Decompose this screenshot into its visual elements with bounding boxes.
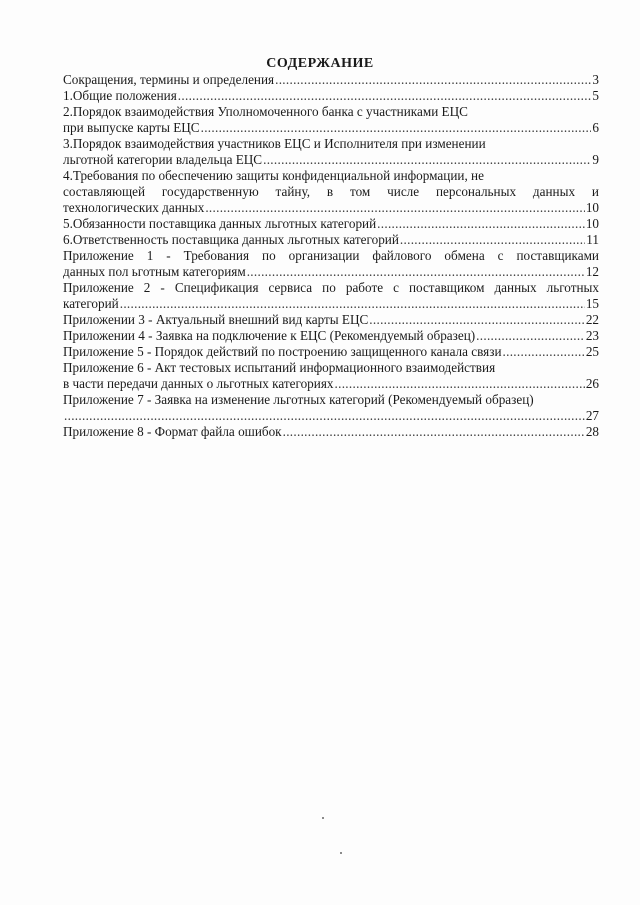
toc-entry-page: 26 <box>585 376 599 391</box>
toc-entry-page: 3 <box>592 72 599 87</box>
toc-entry[interactable] <box>63 344 599 360</box>
toc-entry-text: Сокращения, термины и определения <box>63 72 275 87</box>
table-of-contents <box>63 72 599 440</box>
toc-entry-text: Приложении 4 - Заявка на подключение к ЕЦС (Рекомендуемый образец) <box>63 328 476 343</box>
toc-entry-text: 3.Порядок взаимодействия участников ЕЦС и Исполнителя при изменении <box>63 136 486 151</box>
toc-entry[interactable] <box>63 328 599 344</box>
toc-entry-text: составляющей государственную тайну, в том числе персональных данных и <box>63 184 599 199</box>
toc-entry-text: Приложение 5 - Порядок действий по построению защищенного канала связи <box>63 344 502 359</box>
toc-entry[interactable] <box>63 232 599 248</box>
leader-dots <box>377 216 585 232</box>
toc-entry[interactable] <box>63 104 599 136</box>
toc-entry-page: 10 <box>585 200 599 215</box>
toc-entry[interactable] <box>63 88 599 104</box>
toc-entry-page: 11 <box>586 232 599 247</box>
toc-entry[interactable] <box>63 392 599 424</box>
toc-entry-page: 27 <box>585 408 599 423</box>
leader-dots <box>205 200 585 216</box>
leader-dots <box>335 376 585 392</box>
toc-entry[interactable] <box>63 424 599 440</box>
leader-dots <box>64 408 585 424</box>
toc-entry-text: Приложение 2 - Спецификация сервиса по работе с поставщиком данных льготных <box>63 280 599 295</box>
toc-entry-page: 22 <box>585 312 599 327</box>
toc-entry[interactable] <box>63 136 599 168</box>
leader-dots <box>369 312 585 328</box>
leader-dots <box>503 344 585 360</box>
scan-speck <box>322 817 324 819</box>
leader-dots <box>201 120 592 136</box>
toc-entry-page: 25 <box>585 344 599 359</box>
toc-entry-page: 6 <box>592 120 599 135</box>
toc-entry-text: 6.Ответственность поставщика данных льготных категорий <box>63 232 399 247</box>
leader-dots <box>400 232 585 248</box>
leader-dots <box>263 152 591 168</box>
toc-entry-page: 5 <box>592 88 599 103</box>
toc-entry-page: 23 <box>585 328 599 343</box>
toc-entry-text: в части передачи данных о льготных категориях <box>63 376 334 391</box>
toc-entry-text: 2.Порядок взаимодействия Уполномоченного банка с участниками ЕЦС <box>63 104 468 119</box>
leader-dots <box>178 88 592 104</box>
toc-entry[interactable] <box>63 248 599 280</box>
toc-entry-page: 9 <box>592 152 599 167</box>
toc-entry-text: Приложение 8 - Формат файла ошибок <box>63 424 282 439</box>
toc-entry-text: категорий <box>63 296 119 311</box>
toc-entry-text: 4.Требования по обеспечению защиты конфиденциальной информации, не <box>63 168 484 183</box>
toc-entry-text: льготной категории владельца ЕЦС <box>63 152 263 167</box>
toc-entry[interactable] <box>63 360 599 392</box>
toc-entry-text: технологических данных <box>63 200 205 215</box>
leader-dots <box>247 264 585 280</box>
toc-entry-text: Приложение 6 - Акт тестовых испытаний информационного взаимодействия <box>63 360 496 375</box>
toc-entry-text: Приложение 7 - Заявка на изменение льготных категорий (Рекомендуемый образец) <box>63 392 534 407</box>
toc-entry-page: 10 <box>585 216 599 231</box>
toc-entry[interactable] <box>63 280 599 312</box>
toc-entry-text: Приложении 3 - Актуальный внешний вид карты ЕЦС <box>63 312 369 327</box>
leader-dots <box>275 72 591 88</box>
toc-entry-text: при выпуске карты ЕЦС <box>63 120 200 135</box>
toc-entry-text: 1.Общие положения <box>63 88 177 103</box>
leader-dots <box>476 328 585 344</box>
toc-title: СОДЕРЖАНИЕ <box>266 56 374 71</box>
toc-entry-text: 5.Обязанности поставщика данных льготных категорий <box>63 216 377 231</box>
toc-entry-page: 12 <box>585 264 599 279</box>
toc-entry[interactable] <box>63 312 599 328</box>
toc-entry[interactable] <box>63 168 599 216</box>
toc-entry-text: данных пол ьготным категориям <box>63 264 246 279</box>
leader-dots <box>283 424 585 440</box>
toc-entry-text: Приложение 1 - Требования по организации файлового обмена с поставщиками <box>63 248 599 263</box>
toc-entry[interactable] <box>63 72 599 88</box>
leader-dots <box>120 296 585 312</box>
toc-entry-page: 28 <box>585 424 599 439</box>
toc-entry-page: 15 <box>585 296 599 311</box>
scan-speck <box>340 852 342 854</box>
toc-entry[interactable] <box>63 216 599 232</box>
